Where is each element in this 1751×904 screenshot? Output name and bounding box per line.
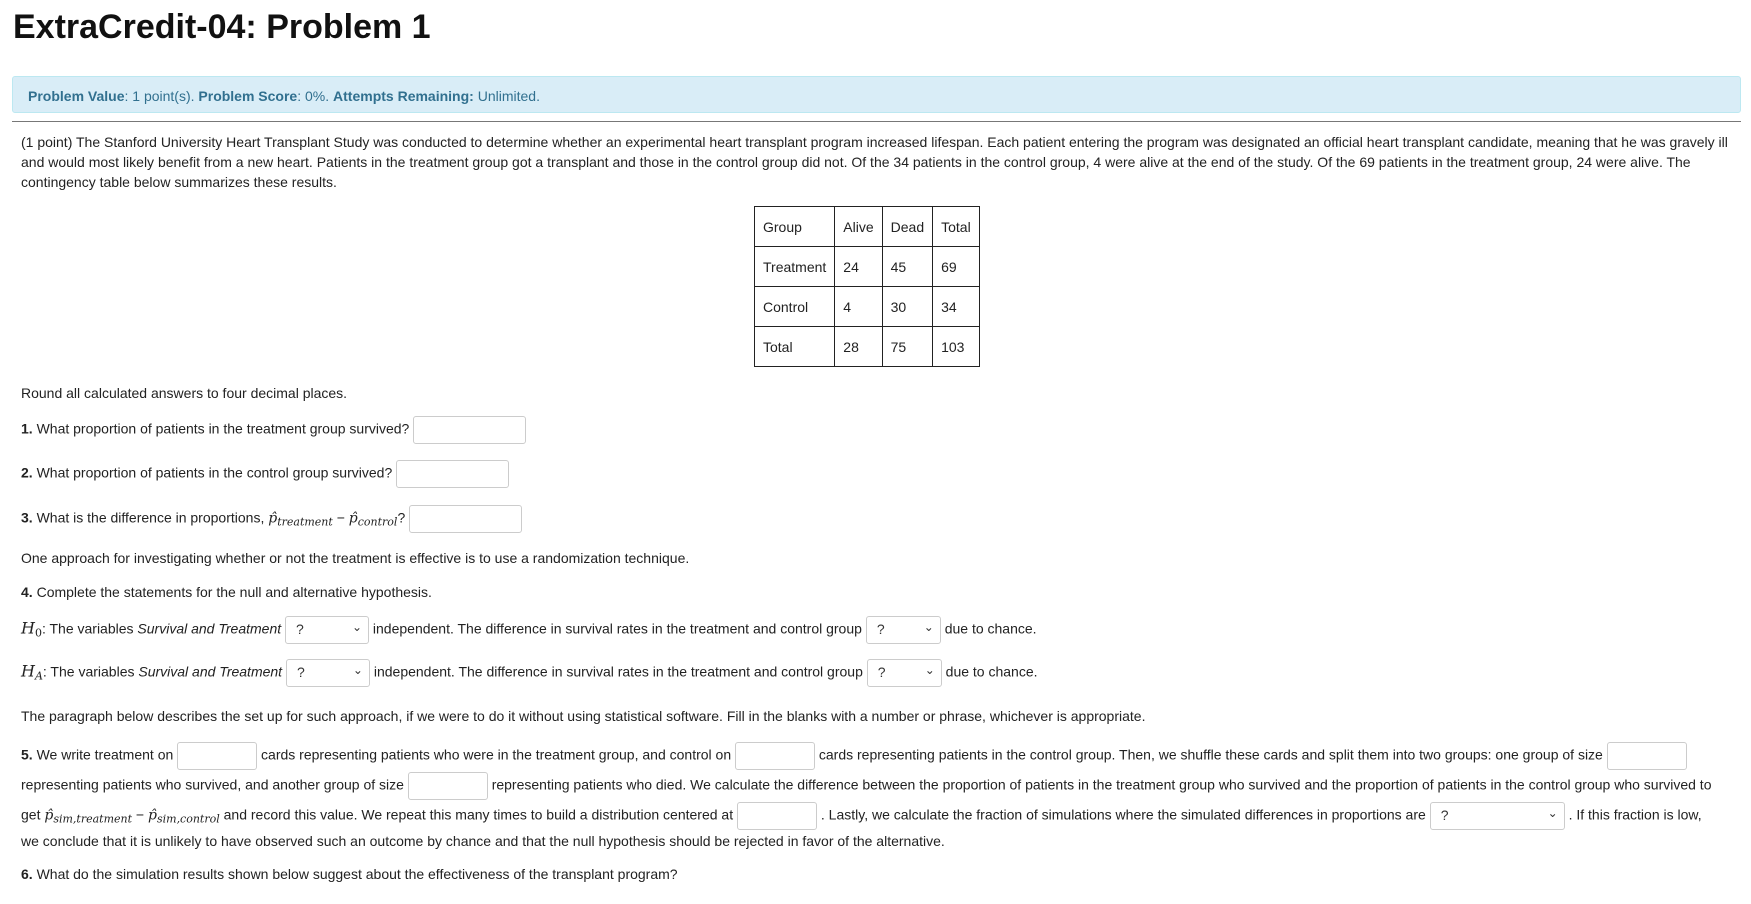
survived-group-size-input[interactable] — [1607, 742, 1687, 770]
h0-subscript: 0 — [34, 626, 42, 640]
ha-colon: : — [42, 663, 47, 680]
table-cell: 4 — [835, 287, 882, 327]
header-cell: Alive — [835, 207, 882, 247]
subscript-control: control — [357, 515, 398, 529]
select-value: ? — [877, 664, 886, 680]
q5-text-1: We write treatment on — [36, 746, 174, 763]
answer-3-input[interactable] — [409, 505, 522, 533]
h0-post-text: due to chance. — [944, 620, 1037, 637]
table-cell: 69 — [933, 247, 980, 287]
problem-intro — [21, 132, 1737, 192]
chevron-down-icon: ⌄ — [924, 663, 935, 677]
h0-relation-select[interactable] — [285, 616, 369, 644]
question-number: 2. — [21, 464, 33, 481]
table-cell: 24 — [835, 247, 882, 287]
q5-text-4: representing patients who survived, and another group of size — [21, 776, 404, 793]
subscript-sim-control: sim,control — [156, 812, 220, 826]
contingency-table — [754, 206, 980, 367]
header-divider — [12, 121, 1741, 122]
h0-chance-select[interactable] — [866, 616, 941, 644]
round-note: Round all calculated answers to four decimal places. — [21, 385, 348, 401]
h0-variables: Survival and Treatment — [137, 620, 282, 637]
attempts-remaining-value: Unlimited. — [477, 88, 540, 104]
question-number: 3. — [21, 509, 33, 526]
p-hat-symbol: p̂ — [268, 510, 278, 527]
approach-note: One approach for investigating whether or not the treatment is effective is to use a randomization technique. — [21, 550, 690, 566]
q5-text-5: representing patients who died. We calculate the difference between the proportion of patients in the treatment group who survived and the proportion of patients in the control group who survived to — [491, 776, 1712, 793]
problem-value-label: Problem Value — [28, 88, 125, 104]
table-row — [755, 287, 980, 327]
null-hypothesis — [21, 616, 1037, 644]
table-cell: 103 — [933, 327, 980, 367]
answer-2-input[interactable] — [396, 460, 509, 488]
table-cell: 34 — [933, 287, 980, 327]
h0-pre: The variables — [45, 620, 138, 637]
subscript-sim-treatment: sim,treatment — [53, 812, 133, 826]
table-header-row — [755, 207, 980, 247]
question-text: Complete the statements for the null and alternative hypothesis. — [36, 584, 432, 600]
q5-text-6: get — [21, 806, 41, 823]
question-5-line-3 — [21, 802, 1702, 830]
question-5-line-4: we conclude that it is unlikely to have observed such an outcome by chance and that the null hypothesis should be rejected in favor of the alternative. — [21, 833, 945, 849]
question-number: 1. — [21, 420, 33, 437]
question-text: What is the difference in proportions, — [36, 509, 265, 526]
question-number: 6. — [21, 866, 33, 882]
subscript-treatment: treatment — [277, 515, 333, 529]
problem-info-bar — [12, 76, 1741, 113]
q5-text-9: . If this fraction is low, — [1568, 806, 1702, 823]
problem-score-text: : 0%. — [297, 88, 330, 104]
q5-text-8: . Lastly, we calculate the fraction of simulations where the simulated differences in proportions are — [820, 806, 1426, 823]
question-number: 4. — [21, 584, 33, 600]
q5-text-3: cards representing patients in the control group. Then, we shuffle these cards and split them into two groups: one group of size — [818, 746, 1603, 763]
problem-value-text: : 1 point(s). — [124, 88, 195, 104]
question-3 — [21, 505, 522, 533]
header-cell: Dead — [882, 207, 932, 247]
question-4 — [21, 584, 432, 600]
ha-relation-select[interactable] — [286, 659, 370, 687]
alternative-hypothesis — [21, 659, 1038, 687]
setup-note: The paragraph below describes the set up for such approach, if we were to do it without using statistical software. Fill in the blanks with a number or phrase, whichever is appropriate. — [21, 708, 1146, 724]
table-cell: 30 — [882, 287, 932, 327]
distribution-center-input[interactable] — [737, 802, 817, 830]
table-row — [755, 327, 980, 367]
h0-middle-text: independent. The difference in survival rates in the treatment and control group — [372, 620, 862, 637]
question-text: What proportion of patients in the control group survived? — [36, 464, 393, 481]
intro-paragraph: (1 point) The Stanford University Heart Transplant Study was conducted to determine whether an experimental heart transplant program increased lifespan. Each patient entering the program was designated an official heart transplant candidate, meaning that he was gravely ill and would most likely benefit from a new heart. Patients in the treatment group got a transplant and those in the control group did not. Of the 34 patients in the control group, 4 were alive at the end of the study. Of the 69 patients in the treatment group, 24 were alive. The contingency table below summarizes these results. — [21, 134, 1728, 190]
ha-subscript: A — [34, 669, 43, 683]
question-text: What do the simulation results shown below suggest about the effectiveness of the transplant program? — [36, 866, 678, 882]
ha-middle-text: independent. The difference in survival rates in the treatment and control group — [373, 663, 863, 680]
table-cell: 45 — [882, 247, 932, 287]
control-cards-input[interactable] — [735, 742, 815, 770]
problem-score-label: Problem Score — [198, 88, 298, 104]
p-hat-symbol: p̂ — [348, 510, 358, 527]
chevron-down-icon: ⌄ — [352, 663, 363, 677]
q5-text-2: cards representing patients who were in the treatment group, and control on — [261, 746, 732, 763]
question-number: 5. — [21, 746, 33, 763]
h0-colon: : — [41, 620, 46, 637]
answer-1-input[interactable] — [413, 416, 526, 444]
header-cell: Total — [933, 207, 980, 247]
attempts-remaining-label: Attempts Remaining: — [333, 88, 474, 104]
p-hat-symbol: p̂ — [44, 807, 54, 824]
table-row — [755, 247, 980, 287]
question-1 — [21, 416, 526, 444]
question-5-line-1 — [21, 742, 1687, 770]
question-text: What proportion of patients in the treatment group survived? — [36, 420, 410, 437]
died-group-size-input[interactable] — [408, 772, 488, 800]
ha-post-text: due to chance. — [945, 663, 1038, 680]
table-cell: Treatment — [755, 247, 835, 287]
minus-sign: − — [336, 509, 345, 526]
chevron-down-icon: ⌄ — [351, 620, 363, 634]
select-value: ? — [1440, 807, 1449, 823]
page-title: ExtraCredit-04: Problem 1 — [13, 8, 431, 46]
question-2 — [21, 460, 509, 488]
question-5-line-2 — [21, 772, 1711, 800]
header-cell: Group — [755, 207, 835, 247]
minus-sign: − — [135, 806, 145, 823]
treatment-cards-input[interactable] — [177, 742, 257, 770]
select-value: ? — [876, 621, 885, 637]
table-cell: 28 — [835, 327, 882, 367]
question-mark: ? — [397, 509, 406, 526]
ha-chance-select[interactable] — [867, 659, 942, 687]
table-cell: Control — [755, 287, 835, 327]
q5-text-7: and record this value. We repeat this many times to build a distribution centered at — [223, 806, 734, 823]
chevron-down-icon: ⌄ — [923, 620, 934, 634]
table-cell: Total — [755, 327, 835, 367]
ha-symbol: H — [21, 661, 35, 681]
ha-pre: The variables — [46, 663, 139, 680]
ha-variables: Survival and Treatment — [138, 663, 283, 680]
simulation-comparison-select[interactable] — [1430, 802, 1565, 830]
select-value: ? — [296, 664, 305, 680]
p-hat-symbol: p̂ — [148, 807, 157, 824]
table-cell: 75 — [882, 327, 932, 367]
select-value: ? — [296, 621, 304, 637]
h0-symbol: H — [21, 618, 35, 638]
question-6 — [21, 866, 678, 882]
chevron-down-icon: ⌄ — [1547, 806, 1558, 820]
